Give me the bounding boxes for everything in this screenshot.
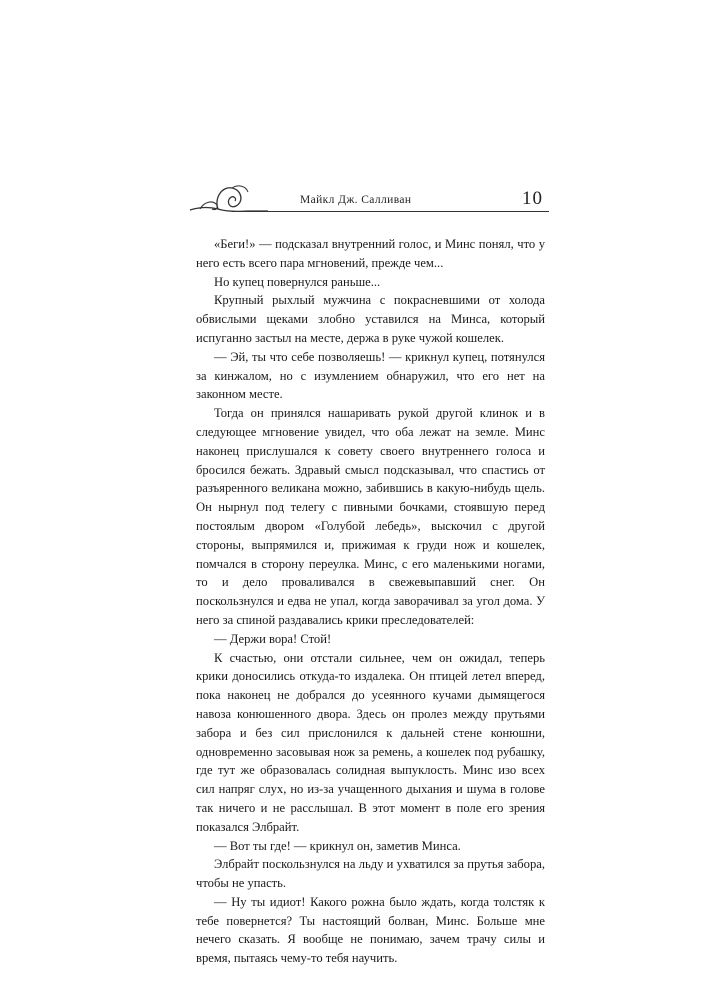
body-text xyxy=(196,235,545,968)
paragraph: Но купец повернулся раньше... xyxy=(214,274,381,289)
paragraph: Крупный рыхлый мужчина с покрасневшими от холода обвислыми щеками злобно уставился на Минса, который испуганно застыл на месте, держа в руке чужой кошелек. xyxy=(196,293,545,345)
paragraph: Элбрайт поскользнулся на льду и ухватился за прутья забора, чтобы не упасть. xyxy=(196,857,545,891)
paragraph: Тогда он принялся нашаривать рукой другой клинок и в следующее мгновение увидел, что оба лежат на земле. Минс наконец прислушался к совету своего внутреннего голоса и бросился бежать. Здравый смысл подсказывал, что спастись от разъяренного великана можно, забившись в какую-нибудь щель. Он нырнул под телегу с пивными бочками, стоявшую перед постоялым двором «Голубой лебедь», выскочил с другой стороны, выпрямился и, прижимая к груди нож и кошелек, помчался в сторону переулка. Минс, с его маленькими ногами, то и дело проваливался в свежевыпавший снег. Он поскользнулся и едва не упал, когда заворачивал за угол дома. У него за спиной раздавались крики преследователей: xyxy=(196,406,545,627)
paragraph: — Эй, ты что себе позволяешь! — крикнул купец, потянулся за кинжалом, но с изумлением обнаружил, что его нет на законном месте. xyxy=(196,349,545,402)
paragraph: — Ну ты идиот! Какого рожна было ждать, когда толстяк к тебе повернется? Ты настоящий болван, Минс. Больше мне нечего сказать. Я вообще не понимаю, зачем трачу силы и время, пытаясь чему-то тебя научить. xyxy=(196,894,545,966)
running-head: Майкл Дж. Салливан xyxy=(300,194,412,206)
flourish-icon xyxy=(188,180,268,214)
paragraph: «Беги!» — подсказал внутренний голос, и Минс понял, что у него есть всего пара мгновений, прежде чем... xyxy=(196,237,545,270)
page-number: 10 xyxy=(522,188,543,209)
paragraph: — Держи вора! Стой! xyxy=(214,631,332,646)
header-rule xyxy=(232,211,549,212)
paragraph: К счастью, они отстали сильнее, чем он ожидал, теперь крики доносились откуда-то издалека. Он птицей летел вперед, пока наконец не добрался до усеянного кучами дымящегося навоза конюшенного двора. Здесь он пролез между прутьями забора и без сил прислонился к дальней стене конюшни, одновременно засовывая нож за ремень, а кошелек под рубашку, где тут же образовалась солидная выпуклость. Минс изо всех сил напряг слух, но из-за учащенного дыхания и шума в голове так ничего и не расслышал. В этот момент в поле его зрения показался Элбрайт. xyxy=(196,650,545,834)
page-header xyxy=(188,180,549,214)
paragraph: — Вот ты где! — крикнул он, заметив Минса. xyxy=(214,838,461,853)
